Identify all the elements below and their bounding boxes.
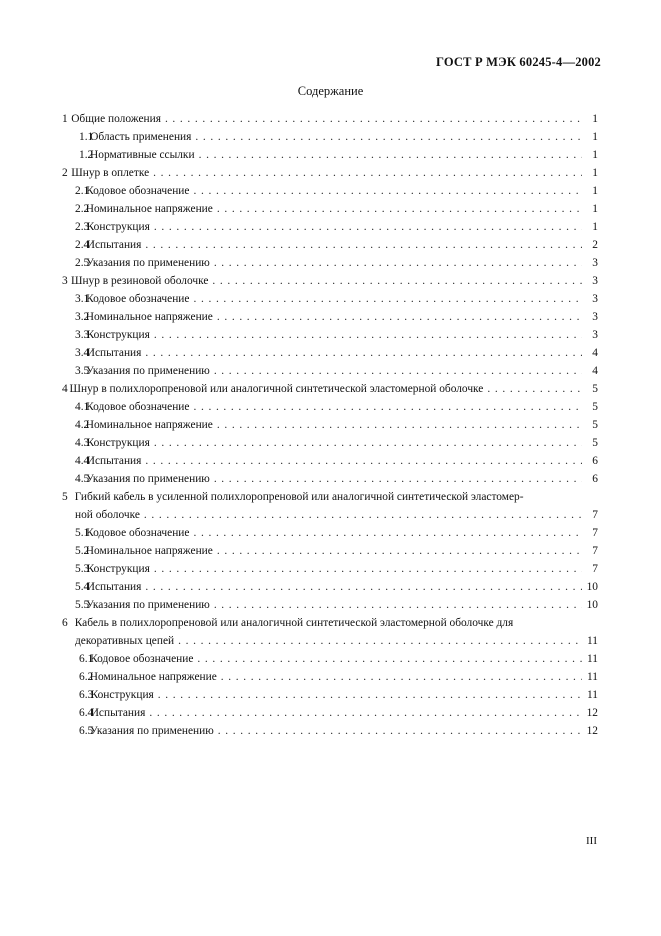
toc-entry <box>62 452 598 470</box>
toc-entry-page: 3 <box>592 275 598 287</box>
toc-entry <box>62 326 598 344</box>
toc-entry-title: Испытания <box>86 581 142 593</box>
toc-entry-title: Номинальное напряжение <box>85 545 213 557</box>
toc-entry-number: 6 <box>62 617 68 629</box>
page-number: III <box>586 835 597 847</box>
toc-entry-page: 4 <box>592 347 598 359</box>
toc-entry <box>62 560 598 578</box>
toc-entry-page: 5 <box>592 401 598 413</box>
toc-dot-leader <box>214 362 582 380</box>
toc-entry-title: Указания по применению <box>85 473 210 485</box>
toc-dot-leader <box>214 596 582 614</box>
toc-entry-number: 4.4 <box>75 455 90 467</box>
toc-entry-number: 6.3 <box>79 689 94 701</box>
toc-entry <box>62 704 598 722</box>
toc-entry <box>62 218 598 236</box>
toc-entry <box>62 398 598 416</box>
toc-entry-number: 5.4 <box>75 581 90 593</box>
toc-entry <box>62 110 598 128</box>
toc-entry-title: Номинальное напряжение <box>85 203 213 215</box>
toc-entry-number: 6.1 <box>79 653 94 665</box>
toc-entry-title: Конструкция <box>86 221 150 233</box>
toc-entry <box>62 344 598 362</box>
toc-dot-leader <box>145 344 582 362</box>
document-standard-header: ГОСТ Р МЭК 60245-4—2002 <box>436 55 601 69</box>
toc-entry-title: ной оболочке <box>75 509 140 521</box>
toc-entry <box>62 668 598 686</box>
toc-entry-page: 3 <box>592 293 598 305</box>
toc-dot-leader <box>217 308 582 326</box>
toc-entry <box>62 290 598 308</box>
toc-entry-page: 5 <box>592 419 598 431</box>
toc-entry-title: Номинальное напряжение <box>85 311 213 323</box>
toc-entry <box>62 470 598 488</box>
toc-entry-page: 11 <box>587 635 598 647</box>
toc-entry-number: 5.3 <box>75 563 90 575</box>
toc-dot-leader <box>214 470 582 488</box>
toc-entry <box>62 506 598 524</box>
toc-entry-page: 7 <box>592 563 598 575</box>
toc-dot-leader <box>212 272 582 290</box>
toc-entry-number: 1.2 <box>79 149 94 161</box>
toc-entry-page: 1 <box>592 149 598 161</box>
toc-dot-leader <box>199 146 582 164</box>
table-of-contents <box>62 110 598 740</box>
toc-entry-number: 4.2 <box>75 419 90 431</box>
toc-dot-leader <box>217 200 582 218</box>
toc-entry-number: 6.4 <box>79 707 94 719</box>
toc-entry-page: 3 <box>592 257 598 269</box>
toc-entry-number: 4 <box>62 383 68 395</box>
toc-entry <box>62 578 598 596</box>
toc-dot-leader <box>214 254 582 272</box>
toc-entry <box>62 182 598 200</box>
toc-dot-leader <box>145 236 582 254</box>
toc-dot-leader <box>149 704 582 722</box>
toc-entry <box>62 146 598 164</box>
toc-entry-number: 2.4 <box>75 239 90 251</box>
toc-dot-leader <box>154 218 582 236</box>
toc-entry-page: 7 <box>592 545 598 557</box>
toc-entry-page: 3 <box>592 329 598 341</box>
toc-entry <box>62 614 598 632</box>
toc-entry-title: Кодовое обозначение <box>90 653 194 665</box>
toc-dot-leader <box>193 182 582 200</box>
toc-dot-leader <box>193 398 582 416</box>
toc-entry <box>62 308 598 326</box>
toc-entry <box>62 164 598 182</box>
toc-entry-number: 3.5 <box>75 365 90 377</box>
toc-dot-leader <box>154 560 582 578</box>
toc-dot-leader <box>145 578 582 596</box>
toc-entry-page: 7 <box>592 527 598 539</box>
toc-dot-leader <box>145 452 582 470</box>
toc-entry-page: 10 <box>586 581 598 593</box>
toc-entry <box>62 542 598 560</box>
toc-entry-number: 2.1 <box>75 185 90 197</box>
toc-entry <box>62 596 598 614</box>
toc-entry-number: 5.2 <box>75 545 90 557</box>
toc-entry-title: Номинальное напряжение <box>85 419 213 431</box>
toc-entry-number: 5 <box>62 491 68 503</box>
toc-entry-title: Испытания <box>86 347 142 359</box>
toc-dot-leader <box>197 650 582 668</box>
toc-dot-leader <box>193 290 582 308</box>
toc-entry-number: 2 <box>62 167 68 179</box>
toc-entry-page: 10 <box>586 599 598 611</box>
toc-dot-leader <box>217 416 582 434</box>
toc-entry-number: 1 <box>62 113 68 125</box>
toc-entry-page: 7 <box>592 509 598 521</box>
toc-dot-leader <box>153 164 582 182</box>
toc-entry-title: Испытания <box>86 455 142 467</box>
toc-entry <box>62 272 598 290</box>
toc-entry-title: Указания по применению <box>85 257 210 269</box>
toc-entry-number: 3.3 <box>75 329 90 341</box>
toc-entry-title: Номинальное напряжение <box>89 671 217 683</box>
toc-entry-number: 5.1 <box>75 527 90 539</box>
toc-entry <box>62 200 598 218</box>
toc-dot-leader <box>165 110 582 128</box>
toc-entry-title: Гибкий кабель в усиленной полихлоропреновой или аналогичной синтетической эластомер- <box>74 491 524 503</box>
toc-entry-title: Кодовое обозначение <box>86 185 190 197</box>
toc-entry-page: 11 <box>587 689 598 701</box>
toc-entry-number: 4.5 <box>75 473 90 485</box>
toc-entry <box>62 416 598 434</box>
toc-entry-page: 12 <box>586 725 598 737</box>
toc-entry-title: Шнур в полихлоропреновой или аналогичной синтетической эластомерной оболочке <box>69 383 484 395</box>
toc-entry <box>62 254 598 272</box>
toc-entry-number: 3.2 <box>75 311 90 323</box>
toc-entry-page: 5 <box>592 437 598 449</box>
toc-entry <box>62 524 598 542</box>
toc-entry-title: Конструкция <box>90 689 154 701</box>
toc-dot-leader <box>193 524 582 542</box>
toc-entry-title: Испытания <box>90 707 146 719</box>
toc-entry <box>62 722 598 740</box>
toc-entry-number: 3.4 <box>75 347 90 359</box>
toc-entry-page: 1 <box>592 131 598 143</box>
toc-dot-leader <box>195 128 582 146</box>
toc-entry-number: 2.2 <box>75 203 90 215</box>
toc-entry-page: 1 <box>592 185 598 197</box>
toc-entry-page: 5 <box>592 383 598 395</box>
toc-entry-number: 4.3 <box>75 437 90 449</box>
toc-dot-leader <box>154 326 582 344</box>
toc-entry-page: 1 <box>592 167 598 179</box>
page-title: Содержание <box>297 84 364 98</box>
toc-entry-page: 6 <box>592 455 598 467</box>
toc-entry <box>62 128 598 146</box>
toc-entry <box>62 434 598 452</box>
toc-dot-leader <box>158 686 582 704</box>
toc-entry-number: 2.5 <box>75 257 90 269</box>
toc-entry-title: Указания по применению <box>85 365 210 377</box>
toc-entry-title: Указания по применению <box>85 599 210 611</box>
toc-entry-number: 3.1 <box>75 293 90 305</box>
toc-entry-number: 5.5 <box>75 599 90 611</box>
toc-entry-number: 6.2 <box>79 671 94 683</box>
toc-dot-leader <box>487 380 582 398</box>
toc-entry-page: 4 <box>592 365 598 377</box>
toc-entry-title: Конструкция <box>86 437 150 449</box>
toc-entry-title: Кабель в полихлоропреновой или аналогичной синтетической эластомерной оболочке для <box>74 617 514 629</box>
toc-entry-title: Область применения <box>90 131 192 143</box>
toc-entry-title: Общие положения <box>71 113 161 125</box>
toc-entry-page: 1 <box>592 113 598 125</box>
toc-entry <box>62 650 598 668</box>
toc-entry-title: Указания по применению <box>89 725 214 737</box>
toc-entry-title: Конструкция <box>86 329 150 341</box>
toc-entry-title: Нормативные ссылки <box>90 149 195 161</box>
toc-entry-number: 2.3 <box>75 221 90 233</box>
toc-entry-title: Испытания <box>86 239 142 251</box>
toc-entry <box>62 686 598 704</box>
toc-entry-title: Конструкция <box>86 563 150 575</box>
toc-entry <box>62 632 598 650</box>
toc-entry-title: Кодовое обозначение <box>86 527 190 539</box>
toc-dot-leader <box>178 632 582 650</box>
toc-entry-page: 1 <box>592 203 598 215</box>
toc-entry-number: 3 <box>62 275 68 287</box>
toc-dot-leader <box>221 668 582 686</box>
toc-entry-page: 2 <box>592 239 598 251</box>
toc-dot-leader <box>144 506 582 524</box>
toc-entry-title: декоративных цепей <box>75 635 175 647</box>
toc-entry-title: Кодовое обозначение <box>86 293 190 305</box>
toc-entry <box>62 380 598 398</box>
toc-entry <box>62 488 598 506</box>
toc-entry-title: Кодовое обозначение <box>86 401 190 413</box>
toc-entry <box>62 236 598 254</box>
toc-entry-page: 11 <box>587 653 598 665</box>
toc-entry-title: Шнур в оплетке <box>71 167 150 179</box>
toc-entry-page: 12 <box>586 707 598 719</box>
toc-entry-number: 1.1 <box>79 131 94 143</box>
toc-dot-leader <box>218 722 582 740</box>
toc-entry-title: Шнур в резиновой оболочке <box>70 275 209 287</box>
toc-entry-page: 3 <box>592 311 598 323</box>
toc-dot-leader <box>154 434 582 452</box>
toc-dot-leader <box>217 542 582 560</box>
toc-entry-number: 6.5 <box>79 725 94 737</box>
toc-entry-page: 11 <box>587 671 598 683</box>
toc-entry-page: 1 <box>592 221 598 233</box>
toc-entry <box>62 362 598 380</box>
toc-entry-page: 6 <box>592 473 598 485</box>
toc-entry-number: 4.1 <box>75 401 90 413</box>
